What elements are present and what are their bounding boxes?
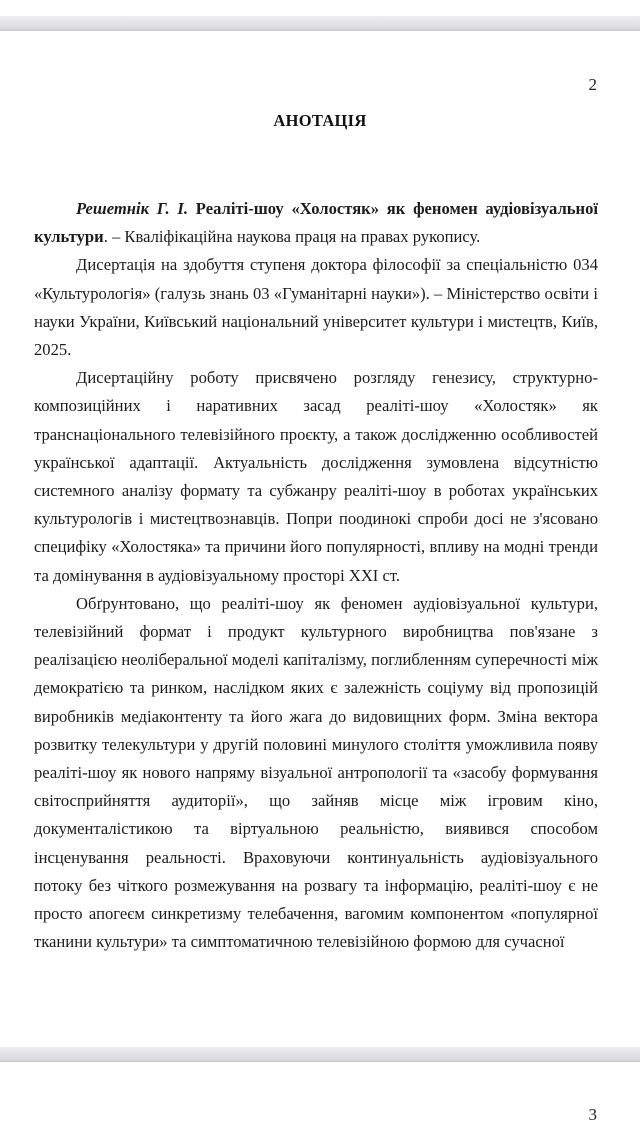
citation-author: Решетнік Г. І. [76,199,189,218]
paragraph-topic-relevance: Дисертаційну роботу присвячено розгляду генезису, структурно-композиційних і наративних засад реаліті-шоу «Холостяк» як транснаціонального телевізійного проєкту, а також дослідженню особливостей української адаптації. Актуальність дослідження зумовлена відсутністю системного аналізу формату та субжанру реаліті-шоу в роботах українських культурологів і мистецтвознавців. Попри поодинокі спроби досі не з'ясовано специфіку «Холостяка» та причини його популярності, впливу на модні тренди та домінування в аудіовізуальному просторі XXI ст. [34,368,598,585]
document-page-3 [0,1062,640,1146]
paragraph-dissertation-info: Дисертація на здобуття ступеня доктора філософії за спеціальністю 034 «Культурологія» (галузь знань 03 «Гуманітарні науки»). – Міністерство освіти і науки України, Київський національний університет культури і мистецтв, Київ, 2025. [34,255,598,360]
page-heading: АНОТАЦІЯ [273,111,367,130]
annotation-body [34,195,598,956]
citation-title: Реаліті-шоу «Холостяк» як феномен аудіовізуальної культури [34,199,598,247]
page-3-cutoff-text [34,1138,598,1148]
document-page-2 [0,31,640,1047]
page-number: 3 [588,1105,597,1124]
page-separator-bottom [0,1047,640,1062]
page-separator-top [0,16,640,31]
citation-rest: . – Кваліфікаційна наукова праця на правах рукопису. [103,227,481,247]
citation-paragraph [34,195,598,251]
paragraph-substantiation: Обґрунтовано, що реаліті-шоу як феномен аудіовізуальної культури, телевізійний формат і продукт культурного виробництва пов'язане з реалізацією неоліберальної моделі капіталізму, поглибленням суперечності між демократією та ринком, наслідком яких є залежність соціуму від пропозицій виробників медіаконтенту та його жага до видовищних форм. Зміна вектора розвитку телекультури у другій половині минулого століття уможливила появу реаліті-шоу як нового напряму візуальної антропології та «засобу формування світосприйняття аудиторії», що зайняв місце між ігровим кіно, документалістикою та віртуальною реальністю, виявився способом інсценування реальності. Враховуючи континуальність аудіовізуального потоку без чіткого розмежування на розвагу та інформацію, реаліті-шоу є не просто апогеєм синкретизму телебачення, вагомим компонентом «популярної тканини культури» та симптоматичною телевізійною формою для сучасної [34,593,598,952]
page-number: 2 [588,75,597,94]
